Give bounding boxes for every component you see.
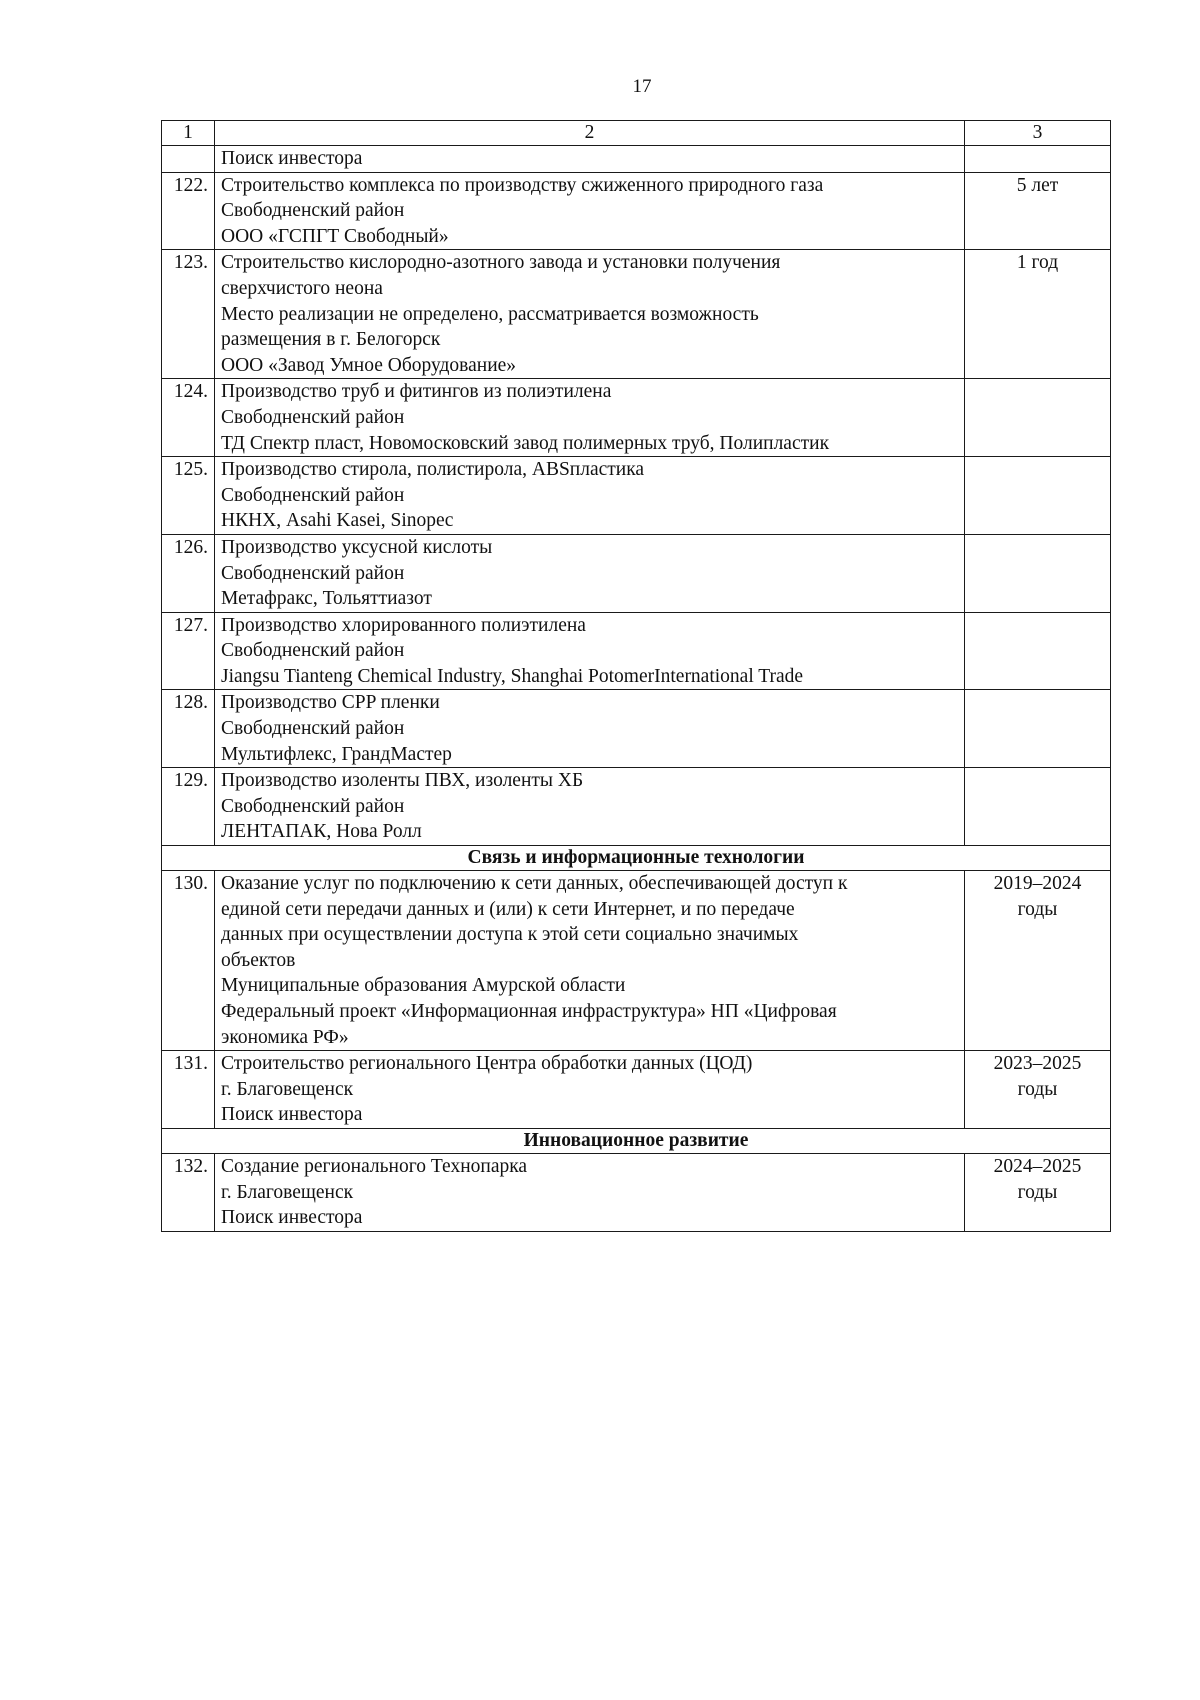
description-line: Свободненский район xyxy=(221,795,405,817)
description-line: НКНХ, Asahi Kasei, Sinopec xyxy=(221,510,454,532)
term-line: 2019–2024 xyxy=(993,873,1082,895)
implementation-term xyxy=(965,768,1111,846)
implementation-term xyxy=(965,534,1111,612)
table-row xyxy=(162,172,1111,250)
implementation-term xyxy=(965,172,1111,250)
description-line: Свободненский район xyxy=(221,562,405,584)
description-line: Метафракс, Тольяттиазот xyxy=(221,588,432,610)
project-description xyxy=(215,1153,965,1231)
description-line: объектов xyxy=(221,949,296,971)
section-heading: Инновационное развитие xyxy=(162,1128,1111,1153)
project-description xyxy=(215,768,965,846)
column-header-term: 3 xyxy=(965,121,1111,146)
implementation-term xyxy=(965,457,1111,535)
table-row xyxy=(162,768,1111,846)
row-number: 130. xyxy=(162,871,215,1051)
description-line: Производство труб и фитингов из полиэтилена xyxy=(221,381,612,403)
row-number: 127. xyxy=(162,612,215,690)
description-line: Производство CPP пленки xyxy=(221,692,440,714)
description-line: ТД Спектр пласт, Новомосковский завод полимерных труб, Полипластик xyxy=(221,432,830,454)
description-line: г. Благовещенск xyxy=(221,1181,354,1203)
implementation-term xyxy=(965,250,1111,379)
description-line: Федеральный проект «Информационная инфраструктура» НП «Цифровая xyxy=(221,1001,837,1022)
description-line: Производство изоленты ПВХ, изоленты ХБ xyxy=(221,770,584,792)
term-line: 1 год xyxy=(1016,252,1059,274)
row-number: 123. xyxy=(162,250,215,379)
implementation-term xyxy=(965,871,1111,1051)
column-header-description: 2 xyxy=(215,121,965,146)
row-number: 128. xyxy=(162,690,215,768)
description-line: Свободненский район xyxy=(221,718,405,740)
description-line: Поиск инвестора xyxy=(221,1104,363,1126)
row-number: 124. xyxy=(162,379,215,457)
table-row xyxy=(162,250,1111,379)
description-line: данных при осуществлении доступа к этой сети социально значимых xyxy=(221,924,799,946)
row-number: 126. xyxy=(162,534,215,612)
project-description xyxy=(215,457,965,535)
description-line: экономика РФ» xyxy=(221,1026,349,1048)
implementation-term xyxy=(965,1153,1111,1231)
description-line: Jiangsu Tianteng Chemical Industry, Shanghai PotomerInternational Trade xyxy=(221,665,804,687)
term-line: годы xyxy=(1017,1078,1058,1100)
implementation-term xyxy=(965,612,1111,690)
table-body xyxy=(162,121,1111,1232)
description-line: ООО «ГСПГТ Свободный» xyxy=(221,225,449,247)
description-line: Поиск инвестора xyxy=(221,148,363,169)
description-line: Свободненский район xyxy=(221,640,405,662)
row-number: 131. xyxy=(162,1051,215,1129)
table-row xyxy=(162,146,1111,173)
table-row xyxy=(162,379,1111,457)
row-number xyxy=(162,146,215,173)
table-row xyxy=(162,871,1111,1051)
description-line: Создание регионального Технопарка xyxy=(221,1155,528,1177)
project-description xyxy=(215,690,965,768)
investment-projects-table xyxy=(161,120,1111,1232)
description-line: Производство уксусной кислоты xyxy=(221,536,493,558)
description-line: Свободненский район xyxy=(221,200,405,222)
description-line: г. Благовещенск xyxy=(221,1078,354,1100)
description-line: Свободненский район xyxy=(221,484,405,506)
column-header-number: 1 xyxy=(162,121,215,146)
table-row xyxy=(162,1051,1111,1129)
project-description xyxy=(215,172,965,250)
description-line: Строительство регионального Центра обработки данных (ЦОД) xyxy=(221,1053,753,1075)
description-line: Производство хлорированного полиэтилена xyxy=(221,614,586,636)
term-line: годы xyxy=(1017,1181,1058,1203)
page-number: 17 xyxy=(632,76,652,97)
table-row xyxy=(162,457,1111,535)
description-line: Строительство кислородно-азотного завода и установки получения xyxy=(221,252,781,274)
row-number: 129. xyxy=(162,768,215,846)
term-line: 2024–2025 xyxy=(993,1155,1082,1177)
project-description xyxy=(215,1051,965,1129)
table-row xyxy=(162,1153,1111,1231)
project-description xyxy=(215,146,965,173)
section-heading: Связь и информационные технологии xyxy=(162,846,1111,871)
term-line: 5 лет xyxy=(1016,174,1059,196)
description-line: сверхчистого неона xyxy=(221,277,383,299)
table-row xyxy=(162,690,1111,768)
description-line: Муниципальные образования Амурской области xyxy=(221,975,626,997)
project-description xyxy=(215,379,965,457)
table-row xyxy=(162,612,1111,690)
row-number: 132. xyxy=(162,1153,215,1231)
section-heading-row xyxy=(162,846,1111,871)
project-description xyxy=(215,612,965,690)
row-number: 125. xyxy=(162,457,215,535)
description-line: ООО «Завод Умное Оборудование» xyxy=(221,354,517,376)
table-row xyxy=(162,534,1111,612)
description-line: Оказание услуг по подключению к сети данных, обеспечивающей доступ к xyxy=(221,873,848,895)
implementation-term xyxy=(965,379,1111,457)
project-description xyxy=(215,534,965,612)
implementation-term xyxy=(965,1051,1111,1129)
description-line: Строительство комплекса по производству сжиженного природного газа xyxy=(221,174,824,196)
description-line: Производство стирола, полистирола, ABSпластика xyxy=(221,459,645,481)
column-header-row xyxy=(162,121,1111,146)
section-heading-row xyxy=(162,1128,1111,1153)
description-line: Мультифлекс, ГрандМастер xyxy=(221,743,452,765)
description-line: Свободненский район xyxy=(221,406,405,428)
project-description xyxy=(215,250,965,379)
description-line: размещения в г. Белогорск xyxy=(221,329,441,351)
implementation-term xyxy=(965,690,1111,768)
description-line: единой сети передачи данных и (или) к сети Интернет, и по передаче xyxy=(221,898,795,920)
description-line: Поиск инвестора xyxy=(221,1207,363,1229)
implementation-term xyxy=(965,146,1111,173)
row-number: 122. xyxy=(162,172,215,250)
description-line: Место реализации не определено, рассматривается возможность xyxy=(221,303,759,325)
project-description xyxy=(215,871,965,1051)
term-line: годы xyxy=(1017,898,1058,920)
description-line: ЛЕНТАПАК, Нова Ролл xyxy=(221,821,422,843)
term-line: 2023–2025 xyxy=(993,1053,1082,1075)
